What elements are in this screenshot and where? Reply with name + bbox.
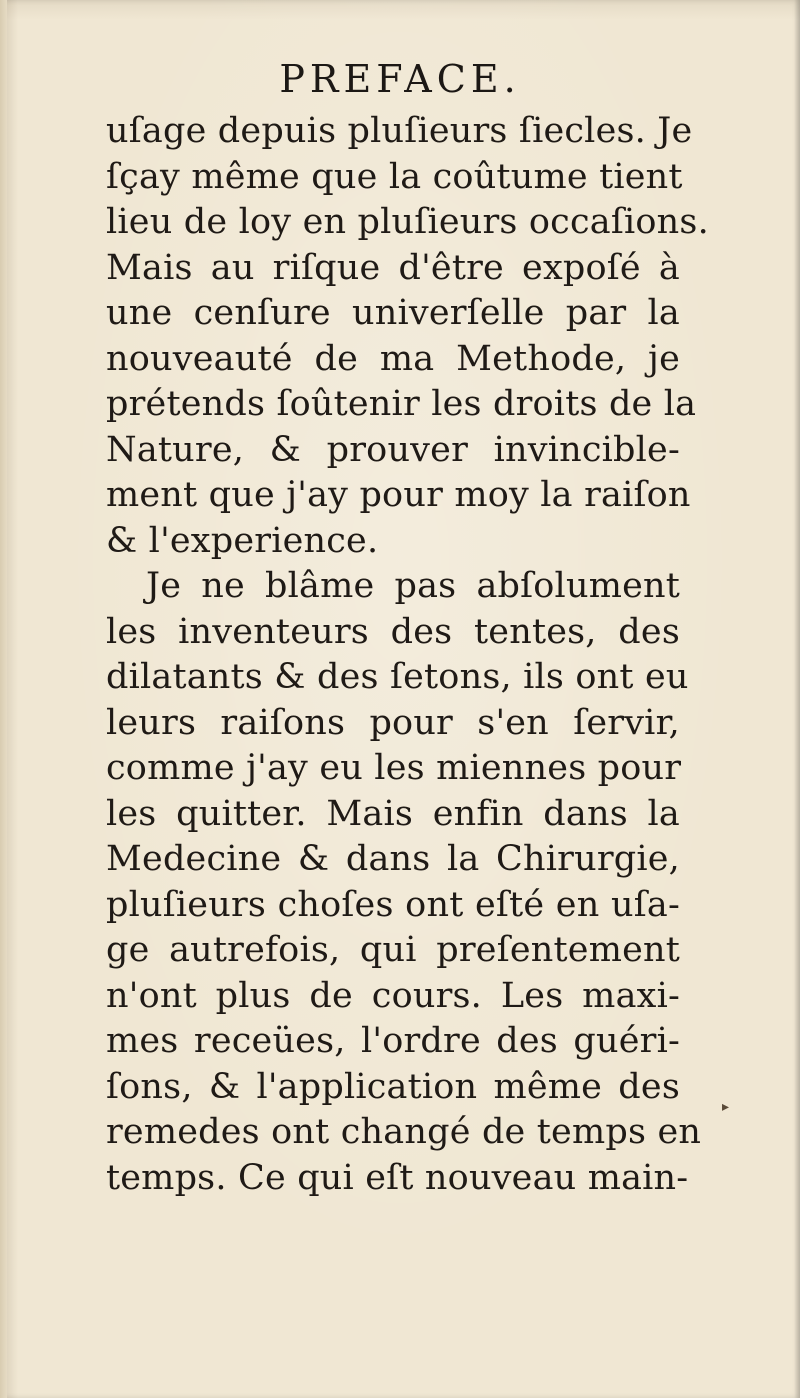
text-line: & l'experience. <box>106 520 379 561</box>
text-line: ment que j'ay pour moy la raiſon <box>106 475 691 515</box>
text-line: remedes ont changé de temps en <box>106 1112 702 1152</box>
text-line: lieu de loy en pluſieurs occaſions. <box>106 202 709 242</box>
body-text <box>106 109 709 1201</box>
text-line: ge autrefois, qui preſentement <box>106 930 680 970</box>
text-line: leurs raiſons pour s'en ſervir, <box>106 702 680 743</box>
text-line: dilatants & des ſetons, ils ont eu <box>106 657 689 697</box>
text-line: comme j'ay eu les miennes pour <box>106 748 682 788</box>
text-line: ſçay même que la coûtume tient <box>106 156 683 197</box>
printer-mark-icon: ▸ <box>722 1099 730 1115</box>
text-line: Je ne blâme pas abſolument <box>146 566 680 606</box>
text-line: prétends ſoûtenir les droits de la <box>106 384 697 424</box>
text-line: Medecine & dans la Chirurgie, <box>106 839 680 879</box>
text-line: pluſieurs choſes ont eſté en uſa- <box>106 884 680 925</box>
text-line: ſons, & l'application même des <box>106 1066 680 1107</box>
page-right-edge <box>794 0 800 1398</box>
text-line: mes receües, l'ordre des guéri- <box>106 1021 680 1061</box>
text-line: une cenſure univerſelle par la <box>106 293 680 333</box>
text-line: Mais au riſque d'être expoſé à <box>106 247 680 288</box>
text-line: n'ont plus de cours. Les maxi- <box>106 975 680 1016</box>
page-gutter-edge <box>0 0 7 1398</box>
text-line: nouveauté de ma Methode, je <box>106 338 680 379</box>
text-line: uſage depuis pluſieurs ſiecles. Je <box>106 111 693 151</box>
text-line: les quitter. Mais enfin dans la <box>106 793 680 834</box>
text-line: Nature, & prouver invincible- <box>106 429 680 470</box>
text-line: temps. Ce qui eſt nouveau main- <box>106 1157 689 1198</box>
text-line: les inventeurs des tentes, des <box>106 611 680 652</box>
running-head: PREFACE. <box>279 57 521 101</box>
